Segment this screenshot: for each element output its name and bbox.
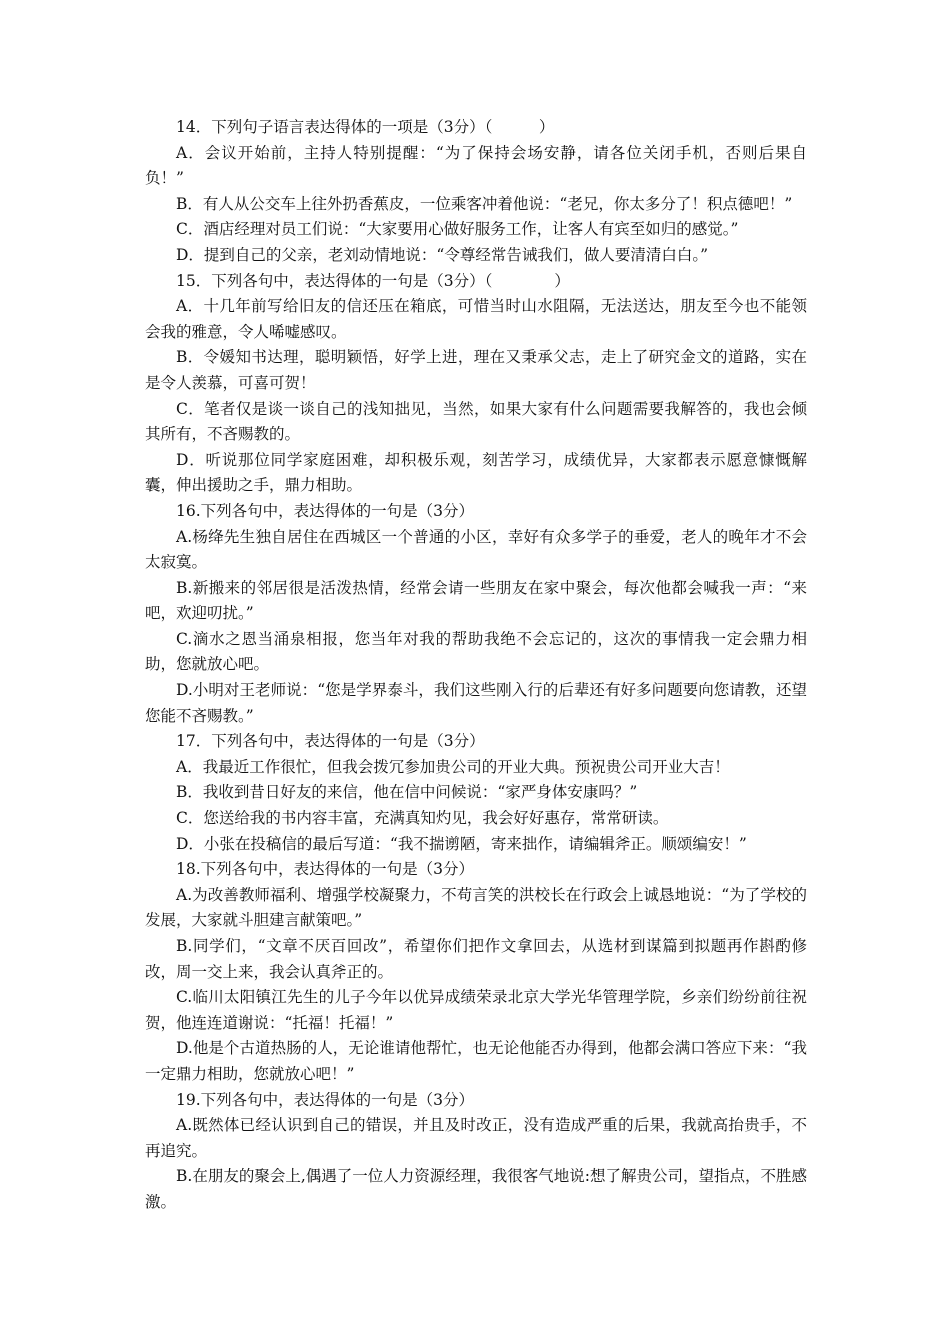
option-c: C.滴水之恩当涌泉相报，您当年对我的帮助我绝不会忘记的，这次的事情我一定会鼎力相助，您就放心吧。 bbox=[145, 629, 807, 674]
option-d: D．小张在投稿信的最后写道：“我不揣谫陋，寄来拙作，请编辑斧正。顺颂编安！” bbox=[176, 834, 747, 853]
option-a: A．我最近工作很忙，但我会拨冗参加贵公司的开业大典。预祝贵公司开业大吉！ bbox=[176, 757, 730, 776]
question-19 bbox=[145, 1088, 807, 1216]
option-c: C．您送给我的书内容丰富，充满真知灼见，我会好好惠存，常常研读。 bbox=[176, 809, 669, 828]
question-stem: 19.下列各句中，表达得体的一句是（3分） bbox=[176, 1090, 475, 1109]
option-d: D.他是个古道热肠的人，无论谁请他帮忙，也无论他能否办得到，他都会满口答应下来：“我一定鼎力相助，您就放心吧！” bbox=[145, 1039, 807, 1083]
option-a: A.既然体已经认识到自己的错误，并且及时改正，没有造成严重的后果，我就高抬贵手，不再追究。 bbox=[145, 1116, 807, 1160]
question-stem: 18.下列各句中，表达得体的一句是（3分） bbox=[176, 860, 475, 879]
option-a: A.杨绛先生独自居住在西城区一个普通的小区，幸好有众多学子的垂爱，老人的晚年才不会太寂寞。 bbox=[145, 527, 807, 572]
option-c: C.临川太阳镇江先生的儿子今年以优异成绩荣录北京大学光华管理学院，乡亲们纷纷前往祝贺，他连连道谢说：“托福！托福！” bbox=[145, 988, 807, 1032]
question-16 bbox=[145, 499, 807, 729]
option-b: B.同学们，“文章不厌百回改”，希望你们把作文拿回去，从选材到谋篇到拟题再作斟酌修改，周一交上来，我会认真斧正的。 bbox=[145, 937, 807, 981]
option-c: C．酒店经理对员工们说：“大家要用心做好服务工作，让客人有宾至如归的感觉。” bbox=[176, 220, 739, 239]
option-a: A．十几年前写给旧友的信还压在箱底，可惜当时山水阻隔，无法送达，朋友至今也不能领会我的雅意，令人唏嘘感叹。 bbox=[145, 297, 807, 341]
option-d: D.小明对王老师说：“您是学界泰斗，我们这些刚入行的后辈还有好多问题要向您请教，还望您能不吝赐教。” bbox=[145, 681, 807, 725]
question-15 bbox=[145, 269, 807, 499]
option-b: B．有人从公交车上往外扔香蕉皮，一位乘客冲着他说：“老兄，你太多分了！积点德吧！” bbox=[176, 194, 793, 213]
question-stem: 16.下列各句中，表达得体的一句是（3分） bbox=[176, 501, 475, 520]
option-d: D．提到自己的父亲，老刘动情地说：“令尊经常告诫我们，做人要清清白白。” bbox=[176, 245, 709, 264]
option-c: C．笔者仅是谈一谈自己的浅知拙见，当然，如果大家有什么问题需要我解答的，我也会倾其所有，不吝赐教的。 bbox=[145, 399, 807, 444]
question-stem: 15．下列各句中，表达得体的一句是（3分）（ ） bbox=[176, 271, 570, 290]
option-b: B．我收到昔日好友的来信，他在信中问候说：“家严身体安康吗？” bbox=[176, 783, 638, 802]
option-b: B.在朋友的聚会上,偶遇了一位人力资源经理，我很客气地说:想了解贵公司，望指点，不胜感激。 bbox=[145, 1167, 807, 1211]
option-d: D．听说那位同学家庭困难，却积极乐观，刻苦学习，成绩优异，大家都表示愿意慷慨解囊，伸出援助之手，鼎力相助。 bbox=[145, 450, 807, 495]
option-b: B．令媛知书达理，聪明颖悟，好学上进，理在又秉承父志，走上了研究金文的道路，实在是令人羡慕，可喜可贺！ bbox=[145, 348, 807, 392]
question-stem: 14．下列句子语言表达得体的一项是（3分）（ ） bbox=[176, 118, 555, 136]
question-17 bbox=[145, 729, 807, 857]
option-b: B.新搬来的邻居很是活泼热情，经常会请一些朋友在家中聚会，每次他都会喊我一声：“来吧，欢迎叨扰。” bbox=[145, 578, 807, 623]
question-14 bbox=[145, 115, 807, 269]
question-18 bbox=[145, 857, 807, 1087]
exam-page bbox=[145, 115, 807, 1216]
option-a: A.为改善教师福利、增强学校凝聚力，不苟言笑的洪校长在行政会上诚恳地说：“为了学校的发展，大家就斗胆建言献策吧。” bbox=[145, 885, 807, 930]
option-a: A．会议开始前，主持人特别提醒：“为了保持会场安静，请各位关闭手机，否则后果自负！” bbox=[145, 143, 807, 188]
question-stem: 17．下列各句中，表达得体的一句是（3分） bbox=[176, 732, 485, 751]
